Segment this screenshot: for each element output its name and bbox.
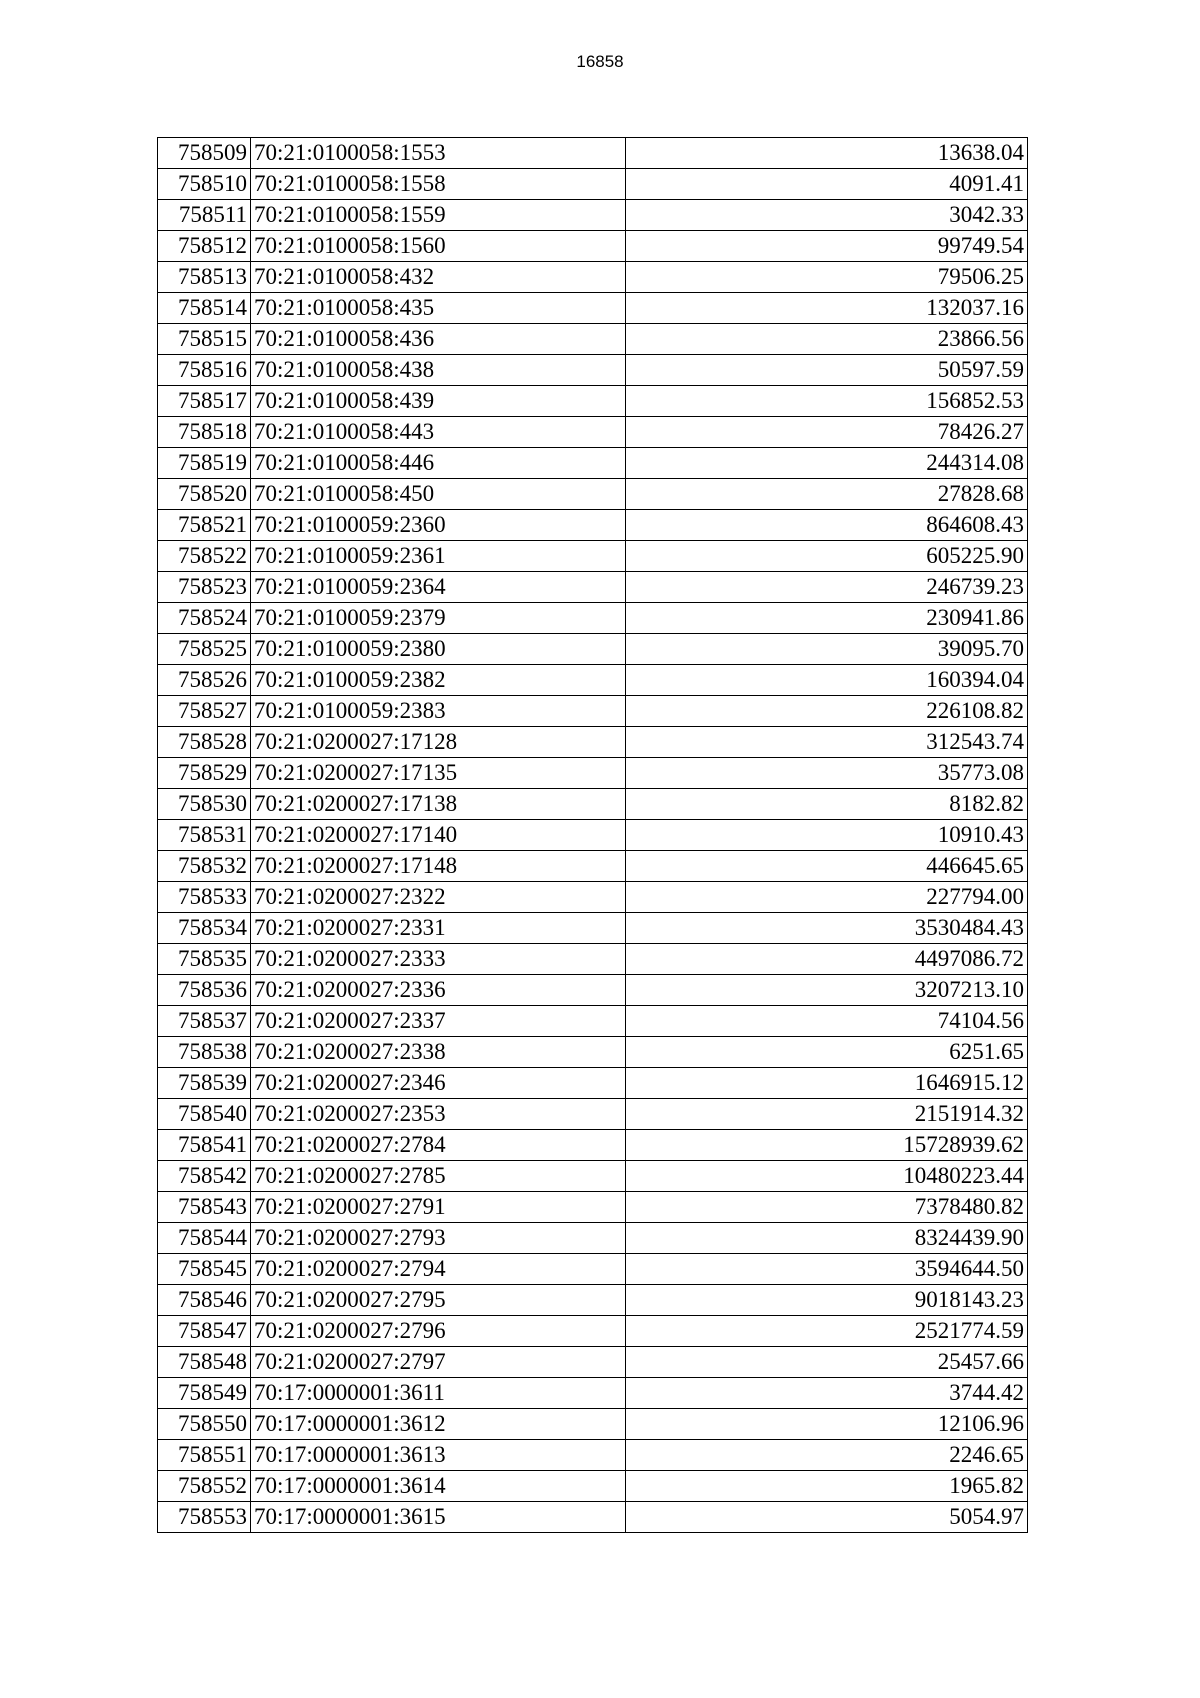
table-row: [158, 417, 1028, 448]
row-number-cell: 758534: [158, 913, 251, 944]
row-number-cell: 758544: [158, 1223, 251, 1254]
row-number-cell: 758551: [158, 1440, 251, 1471]
table-row: [158, 1130, 1028, 1161]
cadastral-value-cell: 13638.04: [626, 138, 1028, 169]
row-number-cell: 758520: [158, 479, 251, 510]
row-number-cell: 758543: [158, 1192, 251, 1223]
table-row: [158, 727, 1028, 758]
cadastral-number-cell: 70:21:0200027:2793: [251, 1223, 626, 1254]
row-number-cell: 758517: [158, 386, 251, 417]
cadastral-value-cell: 99749.54: [626, 231, 1028, 262]
cadastral-number-cell: 70:17:0000001:3613: [251, 1440, 626, 1471]
row-number-cell: 758509: [158, 138, 251, 169]
cadastral-value-cell: 8324439.90: [626, 1223, 1028, 1254]
cadastral-number-cell: 70:21:0100059:2360: [251, 510, 626, 541]
table-row: [158, 386, 1028, 417]
cadastral-value-cell: 7378480.82: [626, 1192, 1028, 1223]
cadastral-value-cell: 79506.25: [626, 262, 1028, 293]
cadastral-number-cell: 70:21:0200027:2797: [251, 1347, 626, 1378]
cadastral-number-cell: 70:21:0100059:2361: [251, 541, 626, 572]
table-row: [158, 324, 1028, 355]
row-number-cell: 758514: [158, 293, 251, 324]
cadastral-number-cell: 70:17:0000001:3611: [251, 1378, 626, 1409]
row-number-cell: 758528: [158, 727, 251, 758]
cadastral-value-cell: 312543.74: [626, 727, 1028, 758]
table-row: [158, 1378, 1028, 1409]
cadastral-number-cell: 70:21:0200027:2346: [251, 1068, 626, 1099]
row-number-cell: 758547: [158, 1316, 251, 1347]
table-row: [158, 1409, 1028, 1440]
table-row: [158, 975, 1028, 1006]
row-number-cell: 758515: [158, 324, 251, 355]
row-number-cell: 758511: [158, 200, 251, 231]
cadastral-number-cell: 70:21:0200027:17135: [251, 758, 626, 789]
cadastral-value-cell: 864608.43: [626, 510, 1028, 541]
table-row: [158, 758, 1028, 789]
cadastral-value-cell: 605225.90: [626, 541, 1028, 572]
table-row: [158, 944, 1028, 975]
row-number-cell: 758536: [158, 975, 251, 1006]
row-number-cell: 758522: [158, 541, 251, 572]
cadastral-value-cell: 160394.04: [626, 665, 1028, 696]
row-number-cell: 758548: [158, 1347, 251, 1378]
cadastral-value-cell: 9018143.23: [626, 1285, 1028, 1316]
cadastral-number-cell: 70:21:0200027:2795: [251, 1285, 626, 1316]
cadastral-number-cell: 70:21:0200027:2796: [251, 1316, 626, 1347]
row-number-cell: 758552: [158, 1471, 251, 1502]
cadastral-value-cell: 23866.56: [626, 324, 1028, 355]
cadastral-value-cell: 6251.65: [626, 1037, 1028, 1068]
table-row: [158, 169, 1028, 200]
cadastral-value-cell: 4091.41: [626, 169, 1028, 200]
table-row: [158, 1347, 1028, 1378]
cadastral-value-cell: 50597.59: [626, 355, 1028, 386]
table-row: [158, 634, 1028, 665]
table-row: [158, 1006, 1028, 1037]
cadastral-number-cell: 70:21:0100058:1553: [251, 138, 626, 169]
cadastral-number-cell: 70:21:0100058:1560: [251, 231, 626, 262]
table-row: [158, 851, 1028, 882]
table-row: [158, 231, 1028, 262]
cadastral-value-cell: 12106.96: [626, 1409, 1028, 1440]
row-number-cell: 758531: [158, 820, 251, 851]
cadastral-value-cell: 230941.86: [626, 603, 1028, 634]
cadastral-number-cell: 70:21:0200027:2337: [251, 1006, 626, 1037]
cadastral-number-cell: 70:21:0100059:2364: [251, 572, 626, 603]
cadastral-value-cell: 446645.65: [626, 851, 1028, 882]
cadastral-number-cell: 70:21:0200027:2333: [251, 944, 626, 975]
cadastral-number-cell: 70:21:0100058:446: [251, 448, 626, 479]
cadastral-value-cell: 15728939.62: [626, 1130, 1028, 1161]
row-number-cell: 758540: [158, 1099, 251, 1130]
row-number-cell: 758512: [158, 231, 251, 262]
table-row: [158, 1502, 1028, 1533]
row-number-cell: 758533: [158, 882, 251, 913]
cadastral-value-cell: 8182.82: [626, 789, 1028, 820]
table-row: [158, 1471, 1028, 1502]
cadastral-number-cell: 70:21:0200027:17138: [251, 789, 626, 820]
cadastral-number-cell: 70:21:0100058:443: [251, 417, 626, 448]
row-number-cell: 758553: [158, 1502, 251, 1533]
row-number-cell: 758546: [158, 1285, 251, 1316]
cadastral-number-cell: 70:21:0200027:2322: [251, 882, 626, 913]
row-number-cell: 758518: [158, 417, 251, 448]
table-row: [158, 200, 1028, 231]
table-row: [158, 1099, 1028, 1130]
cadastral-number-cell: 70:21:0200027:2353: [251, 1099, 626, 1130]
cadastral-value-cell: 39095.70: [626, 634, 1028, 665]
table-row: [158, 355, 1028, 386]
row-number-cell: 758549: [158, 1378, 251, 1409]
cadastral-value-cell: 5054.97: [626, 1502, 1028, 1533]
table-row: [158, 789, 1028, 820]
cadastral-value-cell: 3744.42: [626, 1378, 1028, 1409]
row-number-cell: 758542: [158, 1161, 251, 1192]
table-row: [158, 1192, 1028, 1223]
table-row: [158, 1254, 1028, 1285]
cadastral-number-cell: 70:21:0200027:2785: [251, 1161, 626, 1192]
cadastral-number-cell: 70:21:0200027:2336: [251, 975, 626, 1006]
row-number-cell: 758535: [158, 944, 251, 975]
cadastral-number-cell: 70:17:0000001:3612: [251, 1409, 626, 1440]
row-number-cell: 758516: [158, 355, 251, 386]
cadastral-number-cell: 70:21:0100058:439: [251, 386, 626, 417]
table-row: [158, 479, 1028, 510]
cadastral-number-cell: 70:21:0100059:2379: [251, 603, 626, 634]
cadastral-value-cell: 74104.56: [626, 1006, 1028, 1037]
row-number-cell: 758529: [158, 758, 251, 789]
row-number-cell: 758550: [158, 1409, 251, 1440]
row-number-cell: 758541: [158, 1130, 251, 1161]
cadastral-value-cell: 3594644.50: [626, 1254, 1028, 1285]
cadastral-number-cell: 70:17:0000001:3614: [251, 1471, 626, 1502]
cadastral-number-cell: 70:21:0200027:2784: [251, 1130, 626, 1161]
cadastral-number-cell: 70:21:0100059:2380: [251, 634, 626, 665]
cadastral-value-table: [157, 137, 1028, 1533]
cadastral-value-cell: 27828.68: [626, 479, 1028, 510]
row-number-cell: 758513: [158, 262, 251, 293]
row-number-cell: 758527: [158, 696, 251, 727]
row-number-cell: 758510: [158, 169, 251, 200]
cadastral-value-cell: 132037.16: [626, 293, 1028, 324]
cadastral-value-cell: 35773.08: [626, 758, 1028, 789]
row-number-cell: 758539: [158, 1068, 251, 1099]
cadastral-value-cell: 3530484.43: [626, 913, 1028, 944]
cadastral-value-cell: 1646915.12: [626, 1068, 1028, 1099]
row-number-cell: 758526: [158, 665, 251, 696]
cadastral-value-cell: 1965.82: [626, 1471, 1028, 1502]
cadastral-number-cell: 70:21:0100058:450: [251, 479, 626, 510]
cadastral-value-cell: 156852.53: [626, 386, 1028, 417]
table-row: [158, 882, 1028, 913]
row-number-cell: 758523: [158, 572, 251, 603]
cadastral-value-cell: 25457.66: [626, 1347, 1028, 1378]
row-number-cell: 758532: [158, 851, 251, 882]
cadastral-value-cell: 2151914.32: [626, 1099, 1028, 1130]
table-row: [158, 1223, 1028, 1254]
table-row: [158, 448, 1028, 479]
table-row: [158, 1068, 1028, 1099]
table-row: [158, 262, 1028, 293]
table-row: [158, 138, 1028, 169]
cadastral-number-cell: 70:21:0200027:17140: [251, 820, 626, 851]
cadastral-number-cell: 70:21:0200027:2791: [251, 1192, 626, 1223]
row-number-cell: 758519: [158, 448, 251, 479]
table-row: [158, 293, 1028, 324]
cadastral-number-cell: 70:21:0100058:436: [251, 324, 626, 355]
table-row: [158, 665, 1028, 696]
table-row: [158, 1316, 1028, 1347]
cadastral-number-cell: 70:21:0100059:2382: [251, 665, 626, 696]
cadastral-value-cell: 78426.27: [626, 417, 1028, 448]
row-number-cell: 758545: [158, 1254, 251, 1285]
cadastral-number-cell: 70:21:0100058:438: [251, 355, 626, 386]
cadastral-value-cell: 2246.65: [626, 1440, 1028, 1471]
cadastral-number-cell: 70:21:0100058:1559: [251, 200, 626, 231]
cadastral-number-cell: 70:21:0100058:1558: [251, 169, 626, 200]
row-number-cell: 758530: [158, 789, 251, 820]
cadastral-value-cell: 4497086.72: [626, 944, 1028, 975]
table-row: [158, 820, 1028, 851]
cadastral-number-cell: 70:21:0100058:432: [251, 262, 626, 293]
table-row: [158, 1440, 1028, 1471]
table-row: [158, 603, 1028, 634]
row-number-cell: 758521: [158, 510, 251, 541]
cadastral-value-cell: 2521774.59: [626, 1316, 1028, 1347]
cadastral-value-cell: 227794.00: [626, 882, 1028, 913]
cadastral-value-cell: 246739.23: [626, 572, 1028, 603]
cadastral-value-cell: 10910.43: [626, 820, 1028, 851]
row-number-cell: 758524: [158, 603, 251, 634]
table-row: [158, 913, 1028, 944]
cadastral-number-cell: 70:21:0100059:2383: [251, 696, 626, 727]
table-row: [158, 510, 1028, 541]
cadastral-value-cell: 244314.08: [626, 448, 1028, 479]
cadastral-value-cell: 226108.82: [626, 696, 1028, 727]
cadastral-number-cell: 70:21:0100058:435: [251, 293, 626, 324]
cadastral-number-cell: 70:21:0200027:2331: [251, 913, 626, 944]
cadastral-number-cell: 70:21:0200027:2794: [251, 1254, 626, 1285]
table-row: [158, 541, 1028, 572]
cadastral-number-cell: 70:21:0200027:17148: [251, 851, 626, 882]
row-number-cell: 758525: [158, 634, 251, 665]
table-row: [158, 572, 1028, 603]
table-body: [158, 138, 1028, 1533]
row-number-cell: 758537: [158, 1006, 251, 1037]
table-row: [158, 1161, 1028, 1192]
cadastral-value-cell: 3042.33: [626, 200, 1028, 231]
cadastral-value-cell: 3207213.10: [626, 975, 1028, 1006]
table-row: [158, 696, 1028, 727]
row-number-cell: 758538: [158, 1037, 251, 1068]
page-number: 16858: [576, 52, 624, 71]
cadastral-number-cell: 70:21:0200027:17128: [251, 727, 626, 758]
cadastral-value-cell: 10480223.44: [626, 1161, 1028, 1192]
table-row: [158, 1285, 1028, 1316]
cadastral-number-cell: 70:21:0200027:2338: [251, 1037, 626, 1068]
cadastral-number-cell: 70:17:0000001:3615: [251, 1502, 626, 1533]
table-row: [158, 1037, 1028, 1068]
